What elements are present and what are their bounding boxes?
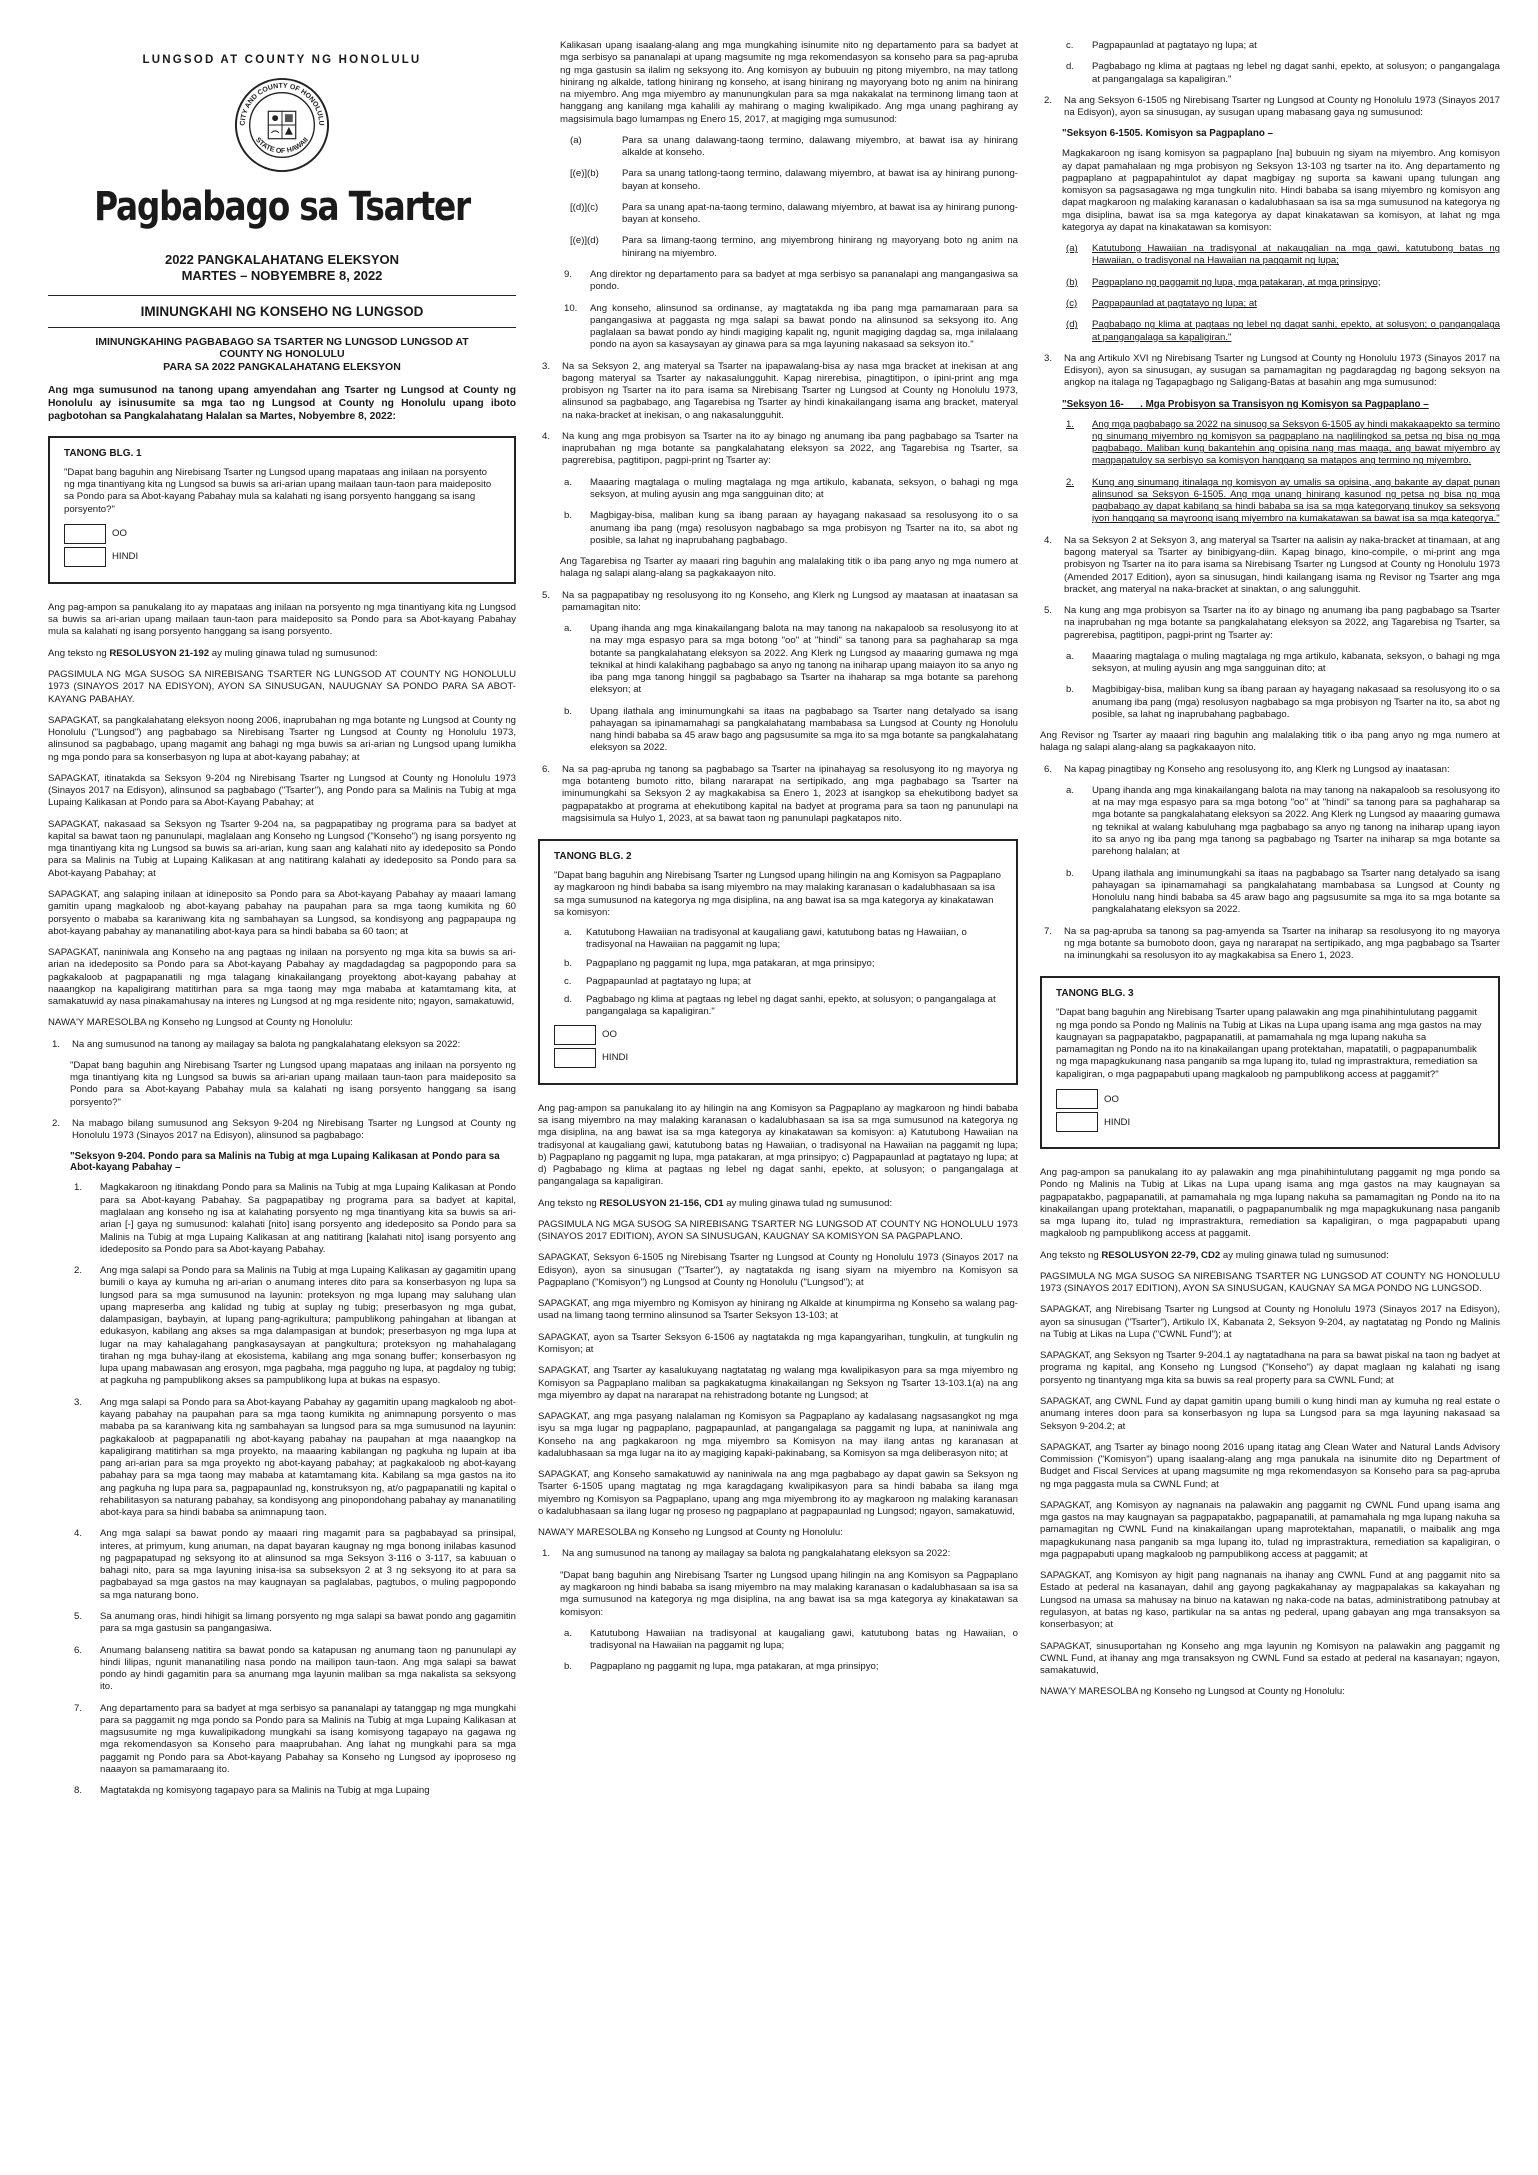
paragraph: SAPAGKAT, ang Tsarter ay kasalukuyang nagtatatag ng walang mga kwalipikasyon para sa mga miyembro ng Komisyon sa Pagpaplano maliban sa pagkakatugma kinakailangan ng Seksyon ng Tsarter 13-103.1(a) na ang mga miyembro ay dapat na nararapat na rehistradong botante ng Lungsod; at (538, 1365, 1018, 1401)
paragraph: Ang pag-ampon sa panukalang ito ay hilingin na ang Komisyon sa Pagpaplano ay magkaroon ng hindi bababa sa isang miyembro na may malaking karanasan o kadalubhasaan sa isa sa mga sumusunod na kategorya ng mga disiplina, na ang bawat isa sa mga kategorya ay kinakatawan sa komisyon: a) Katutubong Hawaiian na tradisyonal at kaugaliang gawi, katutubong batas ng Hawaiian, o tradisyonal na Hawaiian na paggamit ng lupa; b) Pagpaplano ng paggamit ng lupa, mga patakaran, at mga prinsipyo; c) Pagpapaunlad at pagtatayo ng lupa; at d) Pagbabago ng klima at pagtaas ng lebel ng dagat sanhi, epekto, at solusyon; o pangangalaga at pangangalaga sa kapaligiran. (538, 1102, 1018, 1188)
question-title: TANONG BLG. 1 (64, 447, 142, 459)
question-title: TANONG BLG. 3 (1056, 988, 1134, 1000)
section-heading: "Seksyon 9-204. Pondo para sa Malinis na Tubig at mga Lupaing Kalikasan at Pondo para sa Abot-kayang Pabahay – (70, 1151, 500, 1174)
list-item: 5. Na sa pagpapatibay ng resolusyong ito ng Konseho, ang Klerk ng Lungsod ay maatasan at inaatasan sa pamamagitan nito: (542, 589, 1018, 613)
section-heading: "Seksyon 16-___. Mga Probisyon sa Transisyon ng Komisyon sa Pagpaplano – (1062, 398, 1429, 410)
question-3-box (1040, 976, 1500, 1149)
question-option: b. Pagpaplano ng paggamit ng lupa, mga patakaran, at mga prinsipyo; (564, 957, 875, 969)
question-option: d. Pagbabago ng klima at pagtaas ng lebel ng dagat sanhi, epekto, at solusyon; o pangangalaga at pangangalaga sa kapaligiran." (564, 994, 996, 1018)
list-item: 7. Na sa pag-apruba sa tanong sa pag-amyenda sa Tsarter na iniharap sa resolusyong ito ng mayorya ng mga botante sa bumoboto doon, gaya ng nararapat na sertipikado, ang mga pagbabago sa Tsarter na iminungkahi sa resolusyon ito ay magkakabisa sa Enero 1, 2023. (1044, 925, 1500, 962)
list-item: d. Pagbabago ng klima at pagtaas ng lebel ng dagat sanhi, epekto, at solusyon; o pangangalaga at pangangalaga sa kapaligiran." (1066, 61, 1500, 85)
list-item: b. Magbibigay-bisa, maliban kung sa ibang paraan ay hayagang nakasaad sa resolusyong ito o sa anumang iba pang (mga) resolusyon nagbabago sa mga probisyon ng Tsarter na ito, sa abot ng posible, sa lahat ng inaprubahang pagbabago. (1066, 684, 1500, 720)
paragraph: PAGSIMULA NG MGA SUSOG SA NIREBISANG TSARTER NG LUNGSOD AT COUNTY NG HONOLULU 1973 (SINAYOS 2017 EDITION), AYON SA SINUSUGAN, KAUGNAY SA MGA PONDO NG LUNGSOD. (1040, 1270, 1500, 1295)
resolution-ref: Ang teksto ng RESOLUSYON 21-156, CD1 ay muling ginawa tulad ng sumusunod: (538, 1197, 893, 1209)
column-3 (1040, 40, 1500, 1708)
paragraph: SAPAGKAT, ang Nirebisang Tsarter ng Lungsod at County ng Honolulu 1973 (Sinayos 2017 na Edisyon), ayon sa sinusugan ("Tsarter"), Artikulo IX, Kabanata 2, Seksyon 9-204, ay nagtatatag ng Pondo ng Malinis na Tubig at Likas na Lupa ("CWNL Fund"); at (1040, 1304, 1500, 1340)
question-text: "Dapat bang baguhin ang Nirebisang Tsarter ng Lungsod upang hilingin na ang Komisyon sa Pagpaplano ay magkaroon ng hindi bababa sa isang miyembro na may malaking karanasan o kadalubhasaan sa isa sa mga sumusunod na kategorya ng mga disiplina, na ang bawat isa sa mga kategorya ay kinakatawan sa komisyon: (554, 870, 1001, 918)
paragraph: Ang pag-ampon sa panukalang ito ay mapataas ang inilaan na porsyento ng mga tinantiyang kita ng Lungsod sa buwis sa ari-arian upang mailaan taun-taon para maideposito sa Pondo para sa Abot-kayang Pabahay mula sa kalahati ng isang porsyento hanggang sa isang porsyento. (48, 601, 516, 638)
svg-text:STATE OF HAWAII: STATE OF HAWAII (253, 136, 311, 156)
vote-checkbox[interactable] (554, 1048, 596, 1068)
paragraph: PAGSIMULA NG MGA SUSOG SA NIREBISANG TSARTER NG LUNGSOD AT COUNTY NG HONOLULU 1973 (SINAYOS 2017 NA EDISYON), AYON SA SINUSUGAN, NAUUGNAY SA PONDO PARA SA ABOT-KAYANG PABAHAY. (48, 668, 516, 705)
list-item: 7. Ang departamento para sa badyet at mga serbisyo sa pananalapi ay tatanggap ng mga mungkahi para sa paggamit ng mga pondo sa Pondo para sa Malinis na Tubig at mga Lupaing Kalikasan at magsusumite ng mga kuwalipikadong mungkahi sa isang komisyong tagapayo na gagawa ng mga rekomendasyon sa Konseho para maaprubahan. Ang lahat ng mungkahi para sa mga paggamit ng Pondo para sa Abot-kayang Pabahay sa Konseho ng Lungsod ay ipoproseso ng naaayon sa pamamaraang ito. (74, 1702, 516, 1775)
list-item: [(e)](d) Para sa limang-taong termino, ang miyembrong hinirang ng mayoryang boto ng anim na hinirang na miyembro. (570, 235, 1018, 259)
paragraph: Ang Tagarebisa ng Tsarter ay maaari ring baguhin ang malalaking titik o iba pang anyo ng mga numero at halaga ng salapi alang-alang sa pagkakaayon nito. (560, 556, 1018, 580)
paragraph: SAPAGKAT, ang mga miyembro ng Komisyon ay hinirang ng Alkalde at kinumpirma ng Konseho sa walang pag-usad na limang taong termino alinsunod sa Tsarter Seksyon 13-103; at (538, 1298, 1018, 1322)
list-item: 2. Na ang Seksyon 6-1505 ng Nirebisang Tsarter ng Lungsod at County ng Honolulu 1973 (Sinayos 2017 na Edisyon), ayon sa sinusugan, ay susugan upang mabasang gaya ng sumusunod: (1044, 94, 1500, 119)
list-item: (b) Pagpaplano ng paggamit ng lupa, mga patakaran, at mga prinsipyo; (1066, 276, 1381, 288)
question-2-box (538, 839, 1018, 1085)
list-item: a. Upang ihanda ang mga kinakailangang balota na may tanong na nakapaloob sa resolusyong ito at na may mga espasyo para sa mga botong "oo" at "hindi" sa tanong para sa paghaharap sa mga botante sa pangkalahatang eleksyon sa 2022. Ang Klerk ng Lungsod ay maaaring gumawa ng mga teknikal at hindi kalakihang pagbabago sa anyo ng tanong na iniharap upang maiayon ito sa anyo ng iba pang mga tanong hinggil sa pagbabago sa Tsarter na ihaharap sa mga botante sa parehong eleksyon; at (564, 623, 1018, 696)
vote-no-option[interactable]: HINDI (554, 1048, 1002, 1068)
question-option: c. Pagpapaunlad at pagtatayo ng lupa; at (564, 975, 751, 987)
paragraph: PAGSIMULA NG MGA SUSOG SA NIREBISANG TSARTER NG LUNGSOD AT COUNTY NG HONOLULU 1973 (SINAYOS 2017 EDITION), AYON SA SINUSUGAN, KAUGNAY SA KOMISYON SA PAGPAPLANO. (538, 1218, 1018, 1243)
list-item: 2. Kung ang sinumang itinalaga ng komisyon ay umalis sa opisina, ang bakante ay dapat punan alinsunod sa Seksyon 6-1505. Ang mga unang hinirang kasunod ng petsa ng bisa ng mga pagbabago ay dapat kabilang sa hindi bababa sa isa sa mga kategoryang tinukoy sa seksyong iyon hanggang sa mayroong isang miyembro na kumakatawan sa bawat isa sa mga kategorya." (1066, 476, 1500, 525)
paragraph: SAPAGKAT, ang mga pasyang nalalaman ng Komisyon sa Pagpaplano ay kadalasang nagsasangkot ng mga isyu sa mga lugar ng pagpaplano, pagpapaunlad, at pangangalaga sa paggamit ng lupa, at naniniwala ang Konseho na ang pagkakaroon ng mga miyembro sa Komisyon na may ilang antas ng karanasan at kadalubhasaan sa mga lugar na ito ay magiging kapaki-pakinabang, sa Komisyon sa mga deliberasyon nito; at (538, 1411, 1018, 1459)
divider (48, 295, 516, 296)
resolution-ref: Ang teksto ng RESOLUSYON 22-79, CD2 ay muling ginawa tulad ng sumusunod: (1040, 1249, 1389, 1261)
paragraph: SAPAGKAT, naniniwala ang Konseho na ang pagtaas ng inilaan na porsyento ng mga kita sa buwis sa ari-arian na idedeposito sa Pondo para sa Abot-kayang Pabahay ay magdadagdag sa pagpopondo para sa pagkakaloob at pagpapanatili ng mga talagang kinakailangang proyektong abot-kayang pabahay at naaangkop na kapaligirang matitirhan para sa mga taong may mga mababa at katamtamang kita, at samakatuwid ay nasa pinakamahusay na interes ng Lungsod at ng mga residente nito; ngayon, samakatuwid, (48, 947, 516, 1008)
section-heading: "Seksyon 6-1505. Komisyon sa Pagpaplano – (1062, 128, 1274, 140)
paragraph: SAPAGKAT, sinusuportahan ng Konseho ang mga layunin ng Komisyon na palawakin ang paggamit ng CWNL Fund, at ihanay ang mga transaksyon ng CWNL Fund sa estado at pederal na kasanayan; ngayon, samakatuwid, (1040, 1640, 1500, 1677)
list-item: 1. Ang mga pagbabago sa 2022 na sinusog sa Seksyon 6-1505 ay hindi makakaapekto sa termino ng sinumang miyembro ng komisyon sa pagpaplano na naglilingkod sa petsa ng bisa ng mga pagbabago. Maliban kung bakantehin ang opisina nang mas maaga, ang bawat miyembro ay magpapatuloy sa serbisyo sa komisyon hanggang sa matapos ang termino ng miyembro. (1066, 418, 1501, 467)
list-item: 1. Magkakaroon ng itinakdang Pondo para sa Malinis na Tubig at mga Lupaing Kalikasan at Pondo para sa Abot-kayang Pabahay. Sa pagpapatibay ng programa para sa badyet at kapital, maglalaan ang konseho ng isa at kalahating porsyento ng mga tinantiyang kita sa buwis sa ari-arian [-] gaya ng sumusunod: kalahati [nito] isang porsyento ang idedeposito sa Pondo para sa Malinis na Tubig at mga Lupaing Kalikasan at ang natitirang [kalahati nito] isang porsyento ang idedeposito sa Pondo para sa Abot-kayang Pabahay. (74, 1182, 516, 1255)
list-item: b. Upang ilathala ang iminumungkahi sa itaas na pagbabago sa Tsarter nang detalyado sa isang pahayagan sa ipinamamahagi sa pangkalahatang mambabasa sa Lungsod at County ng Honolulu nang hindi bababa sa 45 araw bago ang pagsusumite sa mga ito sa mga botante sa pangkalahatang eleksyon sa 2022. (564, 705, 1018, 754)
proposal-heading: IMINUNGKAHING PAGBABAGO SA TSARTER NG LUNGSOD LUNGSOD AT COUNTY NG HONOLULU PARA SA 2022 PANGKALAHATANG ELEKSYON (95, 335, 469, 373)
question-1-box (48, 436, 516, 584)
list-item: 3. Ang mga salapi sa Pondo para sa Abot-kayang Pabahay ay gagamitin upang magkaloob ng abot-kayang pabahay na paupahan para sa mga taong kumikita ng animnapung porsyento o mas mababa pa sa karaniwang kita ng sambahayan sa lungsod para sa mga sumusunod na layunin: pagkakaloob at pagpapanatili ng abot-kayang pabahay na paupahan at mga naaangkop na kapaligirang matitirhan sa mga proyekto, na maaaring kabilangan ng pagkuha ng lupain at iba pang ari-arian para sa mga proyekto ng abot-kayang pabahay; at pagkakaloob ng abot-kayang pabahay para sa mga taong may mababa at katamtamang kita. Kabilang sa mga gastos na ito ang pagkuha ng lupa para sa, pagpapaunlad ng, konstruksyon ng, at/o pagpapanatili ng kapital o rehabilitasyon sa naturang pabahay, sa kondisyong ang pinopondohang pabahay ay mananatiling abot-kaya para sa hindi bababa sa animnapung taon. (74, 1396, 516, 1519)
list-item: (d) Pagbabago ng klima at pagtaas ng lebel ng dagat sanhi, epekto, at solusyon; o pangangalaga at pangangalaga sa kapaligiran." (1066, 319, 1500, 343)
charter-amendment-page (48, 40, 1500, 2150)
column-1 (48, 40, 516, 1806)
paragraph: SAPAGKAT, ang Tsarter ay binago noong 2016 upang itatag ang Clean Water and Natural Lands Advisory Commission ("Komisyon") upang isaalang-alang ang mga panukala na isinumite dito ng Department of Budget and Fiscal Services at upang magsumite ng mga rekomendasyon sa Konseho para sa pag-apruba ng mga paggasta mula sa CWNL Fund; at (1040, 1441, 1500, 1490)
list-item: [(d)](c) Para sa unang apat-na-taong termino, dalawang miyembro, at bawat isa ay hinirang punong-bayan at konseho. (570, 201, 1018, 226)
list-item: 6. Na kapag pinagtibay ng Konseho ang resolusyong ito, ang Klerk ng Lungsod ay inaatasan: (1044, 763, 1450, 775)
list-item: 10. Ang konseho, alinsunod sa ordinanse, ay magtatakda ng iba pang mga pamamaraan para sa pangangasiwa at paggasta ng mga salapi sa bawat pondo na alinsunod sa seksyong ito. Ang paglalaan sa bawat pondo ay hindi magiging kapalit ng, ngunit magiging dagdag sa, mga inilalaang pondo na ayon sa kasaysayan ay ginawa para sa mga layuning nakasaad sa seksyon ito." (564, 302, 1018, 351)
list-item: 3. Na ang Artikulo XVI ng Nirebisang Tsarter ng Lungsod at County ng Honolulu 1973 (Sinayos 2017 na Edisyon), ayon sa sinusugan, ay susugan sa pamamagitan ng pagdaragdag ng bagong seksyon na angkop na italaga ng Tagapagbago ng Saligang-Batas at basahin ang mga sumusunod: (1044, 352, 1500, 389)
paragraph: Magkakaroon ng isang komisyon sa pagpaplano [na] bubuuin ng siyam na miyembro. Ang komisyon ay dapat pamahalaan ng mga probisyon ng Seksyon 13-103 ng tsarter na ito. Ang departamento ng pagpaplano at pagpapahintulot ay dapat magbigay ng suporta sa kawani upang tulungan ang komisyon sa pagsasagawa ng mga tungkulin nito. Hindi bababa sa isang miyembro ng komisyon ang dapat magkaroon ng malaking karanasan o kadalubhasaan sa isa sa mga sumusunod na kategorya ng mga disiplina, bawat isa sa mga kategorya ay dapat kinakatawan sa komisyon, at lahat ng mga kategorya ay dapat na kinakatawan sa komisyon: (1062, 148, 1500, 233)
list-item: a. Maaaring magtalaga o muling magtalaga ng mga artikulo, kabanata, seksyon, o bahagi ng mga seksyon, at muling ayusin ang mga sangguinan dito; at (1066, 650, 1500, 675)
vote-checkbox[interactable] (1056, 1089, 1098, 1109)
city-seal-icon (233, 76, 331, 174)
intro-paragraph: Ang mga sumusunod na tanong upang amyendahan ang Tsarter ng Lungsod at County ng Honolulu ay isinusumite sa mga tao ng Lungsod at County ng Honolulu upang iboto pagbotohan sa Pangkalahatang Halalan sa Martes, Nobyembre 8, 2022: (48, 385, 516, 422)
list-item: 6. Na sa pag-apruba ng tanong sa pagbabago sa Tsarter na ipinahayag sa resolusyong ito ng mayorya ng mga botanteng bumoto ritto, bilang nararapat na sertipikado, ang mga pagbabago sa Tsarter na iminumungkahi sa Seksyon 2 ay magkakabisa sa Enero 1, 2023 at isangkop sa ehekutibong badyet sa pagpapatakbo at programa at ehekutibong kapital na badyet at programa para sa taon ng panunulapi na magsisimula sa Hulyo 1, 2023, at sa bawat taon ng panunulapi pagkatapos nito. (542, 763, 1018, 824)
paragraph: NAWA'Y MARESOLBA ng Konseho ng Lungsod at County ng Honolulu: (1040, 1686, 1345, 1698)
question-text: "Dapat bang baguhin ang Nirebisang Tsarter ng Lungsod upang mapataas ang inilaan na porsyento ng mga tinantiyang kita ng Lungsod sa buwis sa ari-arian upang mailaan taun-taon para maideposito sa Pondo para sa Abot-kayang Pabahay mula sa kalahati ng isang porsyento hanggang sa isang porsyento?" (64, 466, 492, 515)
paragraph: NAWA'Y MARESOLBA ng Konseho ng Lungsod at County ng Honolulu: (538, 1527, 843, 1539)
vote-checkbox[interactable] (1056, 1112, 1098, 1132)
paragraph: SAPAGKAT, Seksyon 6-1505 ng Nirebisang Tsarter ng Lungsod at County ng Honolulu 1973 (Sinayos 2017 na Edisyon), ayon sa sinusugan ("Tsarter"), ay nagtatakda ng isang siyam na miyembro na Komisyon sa Pagpaplano ("Komisyon") ng Lungsod at County ng Honolulu ("Lungsod"); at (538, 1252, 1018, 1288)
document-title: Pagbabago sa Tsarter (94, 184, 470, 230)
list-item: 6. Anumang balanseng natitira sa bawat pondo sa katapusan ng anumang taon ng panunulapi ay hindi lilipas, ngunit mananatiling nasa pondo na mailipon taun-taon. Ang mga salapi sa bawat pondo ay hindi gagamitin para sa anumang mga layunin maliban sa mga nakalista sa seksyong ito. (74, 1644, 516, 1693)
paragraph: SAPAGKAT, sa pangkalahatang eleksyon noong 2006, inaprubahan ng mga botante ng Lungsod at County ng Honolulu ("Lungsod") ang pagbabago sa Nirebisang Tsarter ng Lungsod at County ng Honolulu 1973, alinsunod sa pagbabago, upang magamit ang bahagi ng mga buwis sa ari-arian ng Lungsod upang lumikha ng mga pondo para sa konserbasyon ng lupa at abot-kayang pabahay; at (48, 714, 516, 763)
vote-yes-option[interactable]: OO (1056, 1089, 1484, 1109)
divider (48, 327, 516, 328)
svg-text:CITY AND COUNTY OF HONOLULU: CITY AND COUNTY OF HONOLULU (239, 82, 325, 126)
quote: "Dapat bang baguhin ang Nirebisang Tsarter ng Lungsod upang mapataas ang inilaan na porsyento ng mga tinantiyang kita ng Lungsod sa buwis sa ari-arian upang mailaan taun-taon para maideposito sa Pondo para sa Abot-kayang Pabahay mula sa kalahati ng isang porsyento hanggang sa isang porsyento?" (70, 1059, 516, 1108)
list-item: 3. Na sa Seksyon 2, ang materyal sa Tsarter na ipapawalang-bisa ay nasa mga bracket at inekisan at ang bagong materyal sa Tsarter ay nakasalungguhit. Kapag nirerebisa, pinagtitipon, o ipini-print ang mga probisyon ng Tsarter na ito para isama sa Nirebisang Tsarter ng Lungsod at County ng Honolulu 1973, alinsunod sa pagbabago, ang Tagarebisa ng Tsarter ay hindi kinakailangang isama ang bracket, materyal na naka-bracket at inekisan, o ang nakasalungguhit. (542, 360, 1018, 421)
list-item: 1. Na ang sumusunod na tanong ay mailagay sa balota ng pangkalahatang eleksyon sa 2022: (542, 1548, 951, 1560)
list-item: c. Pagpapaunlad at pagtatayo ng lupa; at (1066, 40, 1257, 51)
paragraph: NAWA'Y MARESOLBA ng Konseho ng Lungsod at County ng Honolulu: (48, 1017, 353, 1029)
vote-yes-option[interactable]: OO (64, 524, 500, 544)
list-item: a. Upang ihanda ang mga kinakailangang balota na may tanong na nakapaloob sa resolusyong ito at na may mga espasyo para sa mga botong "oo" at "hindi" sa tanong para sa paghaharap sa mga botante sa pangkalahatang eleksyon sa 2022. Ang Klerk ng Lungsod ay maaaring gumawa ng teknikal at walang kabuluhang mga pagbabago sa anyo ng tanong na iniharap upang iayon ito sa anyo ng iba pang mga tanong sa pagbabago ng Tsarter na iniharap sa mga botante sa parehong halalan; at (1066, 784, 1501, 858)
list-item: 4. Ang mga salapi sa bawat pondo ay maaari ring magamit para sa pagbabayad sa prinsipal, interes, at primyum, kung anuman, na dapat bayaran kaugnay ng mga bonong inilabas kasunod ng pagpapatupad ng seksyong ito at alinsunod sa mga Seksyon 3-116 o 3-117, sa kabuuan o bahagi nito, para sa mga layuning inisa-isa sa subseksyon 2 at 3 ng seksyong ito at para sa pagbabayad sa mga gastos na may kaugnayan sa paglalabas, pagtubos, o muling pagpopondo sa mga naturang bono. (74, 1528, 516, 1601)
list-item: 4. Na sa Seksyon 2 at Seksyon 3, ang materyal sa Tsarter na aalisin ay naka-bracket at tinamaan, at ang bagong materyal sa Tsarter ay binibigyang-diin. Kapag binago, kino-compile, o mi-print ang mga probisyon ng Tsarter na ito para isama sa Nirebisang Tsarter ng Lungsod at County ng Honolulu 1973 (Amended 2017 Edition), ayon sa sinusugan, hindi kailangang isama ng Revisor ng Tsarter ang mga bracket, ang materyal na naka-bracket at sinaktan, o ang salungguhit. (1044, 534, 1500, 595)
paragraph: Kalikasan upang isaalang-alang ang mga mungkahing isinumite nito ng departamento para sa badyet at mga serbisyo sa pananalapi at upang magsumite ng mga rekomendasyon sa konseho para sa pag-apruba ng mga gastusin sa ilalim ng seksyong ito. Ang komisyon ay bubuuin ng pitong miyembro, na may tatlong hinirang ng alkalde, tatlong hinirang ng konseho, at isang hinirang ng mayoryang boto ng anim na hinirang na miyembro. Ang mga miyembro ay manunungkulan para sa mga nakakalat na terminong limang taon at hanggang ang kanilang mga kahalili ay mahirang o maging kwalipikado. Ang mga unang paghirang ay magsisimula bago lumampas ng Enero 15, 2017, at magiging mga sumusunod: (560, 40, 1018, 125)
list-item: 5. Sa anumang oras, hindi hihigit sa limang porsyento ng mga salapi sa bawat pondo ang gagamitin para sa mga gastusin sa pangangasiwa. (74, 1610, 516, 1635)
paragraph: SAPAGKAT, ang Komisyon ay nagnanais na palawakin ang paggamit ng CWNL Fund upang isama ang mga gastos na may kaugnayan sa pagpapatakbo, pagpapanatili, at pamamahala ng mga lupang nakuha sa pamamagitan ng CWNL Fund na kinakailangan upang maprotektahan, mapanatili, o maibalik ang mga mapagkukunang nasa panganib sa mga lupang ito, tulad ng imprastraktura, remediation sa kapaligiran, o mga pagpapabuti upang magkaloob ng pampublikong access at paggamit; at (1040, 1499, 1500, 1560)
column-2 (538, 40, 1018, 1683)
city-heading: LUNGSOD AT COUNTY NG HONOLULU (142, 54, 422, 66)
list-item: b. Pagpaplano ng paggamit ng lupa, mga patakaran, at mga prinsipyo; (564, 1661, 879, 1673)
vote-yes-option[interactable]: OO (554, 1025, 1002, 1045)
quote: "Dapat bang baguhin ang Nirebisang Tsarter ng Lungsod upang hilingin na ang Komisyon sa Pagpaplano ay magkaroon ng hindi bababa sa isang miyembro na may malaking karanasan o kadalubhasaan sa isa sa mga sumusunod na kategorya ng mga disiplina, na ang bawat isa sa mga kategorya ay kinakatawan sa komisyon: (560, 1569, 1018, 1618)
question-text: "Dapat bang baguhin ang Nirebisang Tsarter upang palawakin ang mga pinahihintulutang paggamit ng mga pondo sa Pondo ng Malinis na Tubig at Likas na Lupa upang isama ang mga gastos na may kaugnayan sa pagpapatakbo, pagpapanatili, at pamamahala ng mga lupang nakuha sa pamamagitan ng Pondo na ito na kinakailangan upang protektahan, mapatatili, o pagpapanumbalik ng mga mapagkukunang nasa panganib sa mga lupang ito, tulad ng imprastraktura, remediation sa kapaligiran, o mga pagpapabuti upang magkaloob ng pampublikong access at paggamit?" (1056, 1007, 1482, 1080)
paragraph: SAPAGKAT, nakasaad sa Seksyon ng Tsarter 9-204 na, sa pagpapatibay ng programa para sa badyet at kapital sa bawat taon ng panunulapi, maglalaan ang Konseho ng Lungsod ("Konseho") ng isang porsyento ng mga tinantiyang kita ng Lungsod sa buwis sa ari-arian, kung saan ang kalahati nito ay idedeposito sa Pondo para sa Malinis na Tubig at Lupaing Kalikasan at ang natitirang kalahati ay idedeposito sa Pondo para sa Abot-kayang Pabahay; at (48, 818, 516, 879)
list-item: b. Magbigay-bisa, maliban kung sa ibang paraan ay hayagang nakasaad sa resolusyong ito o sa anumang iba pang (mga) resolusyon nagbabago sa mga probisyon ng Tsarter na ito, sa abot ng posible, sa lahat ng inaprubahang pagbabago. (564, 510, 1018, 546)
paragraph: SAPAGKAT, ang salaping inilaan at idineposito sa Pondo para sa Abot-kayang Pabahay ay maaari lamang gamitin upang magkaloob ng abot-kayang pabahay na paupahan para sa mga taong kumikita ng 60 porsyento o mababa sa karaniwang kita ng sambahayan sa Lungsod, sa kondisyong ang pagpapaupa ng abot-kayang pabahay ay mananatiling abot-kaya para sa hindi bababa sa 60 taon; at (48, 888, 516, 937)
paragraph: Ang pag-ampon sa panukalang ito ay palawakin ang mga pinahihintulutang paggamit ng mga pondo sa Pondo ng Malinis na Tubig at Likas na Lupa upang isama ang mga gastos na may kaugnayan sa pagpapatakbo, pagpapanatili, at pamamahala ng mga lupang nakuha sa pamamagitan ng Pondo na ito na kinakailangan upang protektahan, mapanatili, o pagpapanumbalik ng mga mapagkukunang nasa panganib sa mga lupang ito, tulad ng imprastraktura, remediation sa kapaligiran, o mga pagpapabuti upang magkaloob ng pampublikong access at paggamit. (1040, 1167, 1500, 1240)
list-item: 5. Na kung ang mga probisyon sa Tsarter na ito ay binago ng anumang iba pang pagbabago sa Tsarter na inaprubahan ng mga botante sa pangkalahatang eleksyon sa 2022, ang Tagarebisa ng Tsarter, sa pagrerebisa, pagtitipon, pagpi-print ng Tsarter ay: (1044, 605, 1500, 641)
list-item: a. Maaaring magtalaga o muling magtalaga ng mga artikulo, kabanata, seksyon, o bahagi ng mga seksyon, at muling ayusin ang mga sangguinan dito; at (564, 476, 1018, 500)
list-item: (c) Pagpapaunlad at pagtatayo ng lupa; at (1066, 297, 1257, 309)
paragraph: SAPAGKAT, ang CWNL Fund ay dapat gamitin upang bumili o kung hindi man ay kumuha ng real estate o anumang interes doon para sa konserbasyon ng lupa sa Lungsod para sa mga layuning nakasaad sa Seksyon 9-204.2; at (1040, 1395, 1500, 1432)
list-item: b. Upang ilathala ang iminumungkahi sa itaas na pagbabago sa Tsarter nang detalyado sa isang pahayagan sa ipinamamahagi sa pangkalahatang mambabasa sa Lungsod at County ng Honolulu nang hindi bababa sa 45 araw bago ang pagsusumite sa mga ito sa mga botante sa pangkalahatang eleksyon sa 2022. (1066, 867, 1500, 916)
list-item: (a) Para sa unang dalawang-taong termino, dalawang miyembro, at bawat isa ay hinirang alkalde at konseho. (570, 134, 1018, 159)
section-subtitle: IMINUNGKAHI NG KONSEHO NG LUNGSOD (140, 303, 424, 319)
list-item: 9. Ang direktor ng departamento para sa badyet at mga serbisyo sa pananalapi ang mangangasiwa sa pondo. (564, 268, 1018, 293)
list-item: 8. Magtatakda ng komisyong tagapayo para sa Malinis na Tubig at mga Lupaing (74, 1785, 430, 1797)
list-item: [(e)](b) Para sa unang tatlong-taong termino, dalawang miyembro, at bawat isa ay hinirang punong-bayan at konseho. (570, 168, 1018, 192)
question-title: TANONG BLG. 2 (554, 851, 632, 863)
paragraph: SAPAGKAT, ang Konseho samakatuwid ay naniniwala na ang mga pagbabago ay dapat gawin sa Seksyon ng Tsarter 6-1505 upang magtatag ng mga karagdagang kwalipikasyon para sa hindi bababa sa ilang mga miyembro ng Komisyon sa Pagpaplano, upang ang mga miyembrong ito ay magkaroon ng malaking karanasan o kadalubhasaan sa ilang lugar ng proseso ng pagpaplano at pagpapaunlad ng Lungsod; ngayon, samakatuwid, (538, 1469, 1018, 1517)
resolution-ref: Ang teksto ng RESOLUSYON 21-192 ay muling ginawa tulad ng sumusunod: (48, 647, 378, 659)
vote-checkbox[interactable] (64, 524, 106, 544)
paragraph: SAPAGKAT, ang Seksyon ng Tsarter 9-204.1 ay nagtatadhana na para sa bawat piskal na taon ng badyet at programa ng kapital, ang Konseho ng Lungsod ("Konseho") ay dapat maglaan ng kalahati ng isang porsyento ng tinantyang mga kita sa buwis sa real property para sa CWNL Fund; at (1040, 1350, 1500, 1386)
paragraph: SAPAGKAT, ayon sa Tsarter Seksyon 6-1506 ay nagtatakda ng mga kapangyarihan, tungkulin, at tungkulin ng Komisyon; at (538, 1331, 1018, 1355)
list-item: 4. Na kung ang mga probisyon sa Tsarter na ito ay binago ng anumang iba pang pagbabago sa Tsarter na inaprubahan ng mga botante sa pangkalahatang eleksyon sa 2022, ang Tagarebisa ng Tsarter, sa pagrerebisa, pagtitipon, pagpi-print ng Tsarter ay: (542, 430, 1018, 467)
list-item: 2. Na mabago bilang sumusunod ang Seksyon 9-204 ng Nirebisang Tsarter ng Lungsod at County ng Honolulu 1973 (Sinayos 2017 na Edisyon), alinsunod sa pagbabago: (52, 1117, 516, 1142)
list-item: 1. Na ang sumusunod na tanong ay mailagay sa balota ng pangkalahatang eleksyon sa 2022: (52, 1038, 461, 1050)
paragraph: SAPAGKAT, ang Komisyon ay higit pang nagnanais na ihanay ang CWNL Fund at ang paggamit nito sa Estado at pederal na kasanayan, dahil ang gayong pagkakahanay ay magpapalakas sa kakayahan ng Lungsod na umasa sa mahusay na binuo na katawan ng naka-code na batas, administratibong patnubay at regulasyon, at batas ng kaso, partikular na sa antas ng pederal, upang gabayan ang mga transaksyon sa konserbasyon; at (1040, 1570, 1500, 1631)
vote-checkbox[interactable] (554, 1025, 596, 1045)
paragraph: Ang Revisor ng Tsarter ay maaari ring baguhin ang malalaking titik o iba pang anyo ng mga numero at halaga ng salapi alang-alang sa pagkakaayon nito. (1040, 730, 1500, 754)
vote-no-option[interactable]: HINDI (1056, 1112, 1484, 1132)
vote-no-option[interactable]: HINDI (64, 547, 500, 567)
list-item: (a) Katutubong Hawaiian na tradisyonal at nakaugalian na mga gawi, katutubong batas ng Hawaiian, o tradisyonal na Hawaiian na paggamit ng lupa; (1066, 243, 1500, 267)
election-heading: 2022 PANGKALAHATANG ELEKSYON MARTES – NOBYEMBRE 8, 2022 (164, 252, 400, 284)
question-option: a. Katutubong Hawaiian na tradisyonal at kaugaliang gawi, katutubong batas ng Hawaiian, o tradisyonal na Hawaiian na paggamit ng lupa; (564, 927, 967, 951)
paragraph: SAPAGKAT, itinatakda sa Seksyon 9-204 ng Nirebisang Tsarter ng Lungsod at County ng Honolulu 1973 (Sinayos 2017 na Edisyon), alinsunod sa pagbabago ("Tsarter"), ang Pondo para sa Malinis na Tubig at mga Lupaing Kalikasan at Pondo para sa Abot-Kayang Pabahay; at (48, 772, 516, 809)
list-item: a. Katutubong Hawaiian na tradisyonal at kaugaliang gawi, katutubong batas ng Hawaiian, o tradisyonal na Hawaiian na paggamit ng lupa; (564, 1627, 1018, 1652)
list-item: 2. Ang mga salapi sa Pondo para sa Malinis na Tubig at mga Lupaing Kalikasan ay gagamitin upang bumili o kaya ay kumuha ng ari-arian o anumang interes dito para sa konserbasyon ng lupa sa lungsod para sa mga sumusunod na layunin: proteksyon ng mga lupang may saluhang ulan upang mapreserba ang kalidad ng tubig at suplay ng tubig; preserbasyon ng mga gubat, dalampasigan, baybayin, at lupang pang-agrikultura; pampublikong pahingahan at libangan at edukasyon, kabilang ang akses sa mga dalampasigan at bundok; preserbasyon ng mga lupa at lugar na may kahalagahang pangkasaysayan at pangkultura; proteksyon ng mahahalagang tirahan ng mga buhay-ilang at ekosistema, kabilang ang mga sonang buffer; konserbasyon ng lupa upang mabawasan ang erosyon, mga pagbaha, mga pagguho ng lupa, at pagdaloy ng tubig; at pagkuha ng pampublikong akses sa pampublikong lupa at bukas na espasyo. (74, 1265, 516, 1387)
vote-checkbox[interactable] (64, 547, 106, 567)
